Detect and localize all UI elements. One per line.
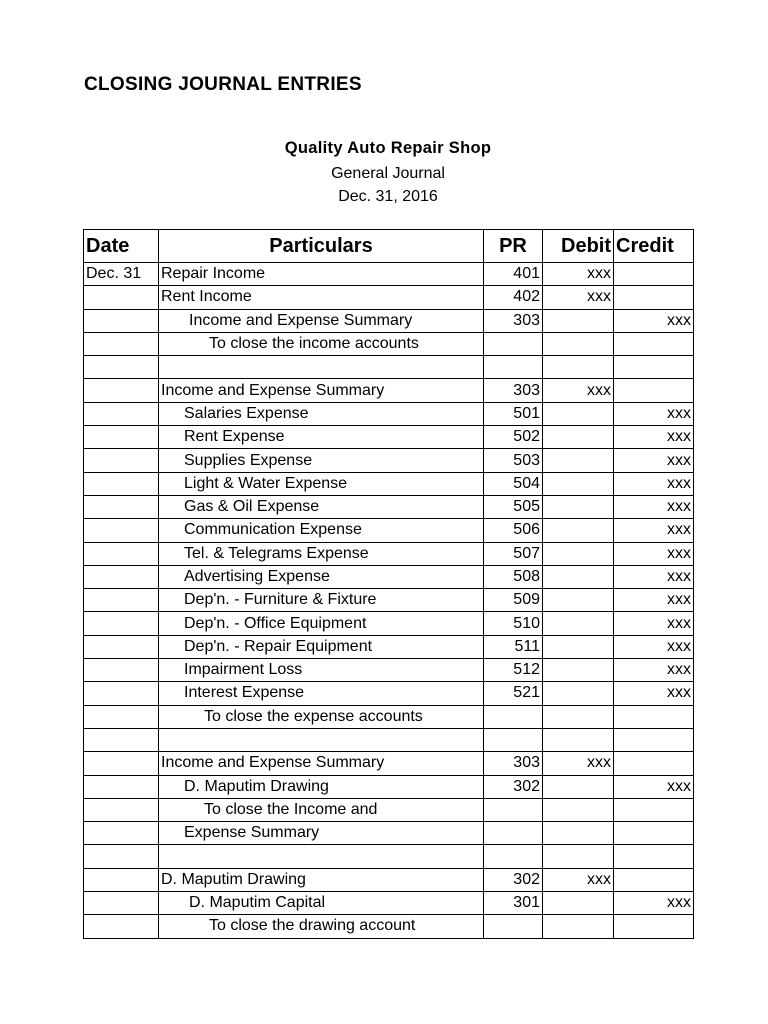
cell-particulars: Rent Expense (159, 426, 484, 449)
table-row (84, 379, 694, 402)
cell-pr (484, 915, 543, 938)
journal-table (83, 229, 694, 939)
cell-credit: xxx (614, 472, 694, 495)
cell-credit: xxx (614, 309, 694, 332)
table-row (84, 286, 694, 309)
column-header-pr: PR (484, 230, 543, 263)
table-row (84, 332, 694, 355)
cell-credit (614, 915, 694, 938)
cell-credit: xxx (614, 449, 694, 472)
cell-debit: xxx (543, 379, 614, 402)
cell-pr: 509 (484, 589, 543, 612)
cell-pr: 501 (484, 402, 543, 425)
cell-particulars (159, 356, 484, 379)
cell-particulars: Light & Water Expense (159, 472, 484, 495)
table-row (84, 845, 694, 868)
cell-particulars: Salaries Expense (159, 402, 484, 425)
cell-debit (543, 519, 614, 542)
cell-pr: 510 (484, 612, 543, 635)
cell-debit (543, 426, 614, 449)
cell-particulars: To close the drawing account (159, 915, 484, 938)
cell-pr: 302 (484, 775, 543, 798)
cell-date (84, 868, 159, 891)
cell-date (84, 659, 159, 682)
table-row (84, 659, 694, 682)
cell-date (84, 915, 159, 938)
cell-particulars: Dep'n. - Office Equipment (159, 612, 484, 635)
table-row (84, 472, 694, 495)
cell-date (84, 472, 159, 495)
cell-date (84, 589, 159, 612)
cell-date (84, 728, 159, 751)
cell-debit: xxx (543, 263, 614, 286)
cell-date: Dec. 31 (84, 263, 159, 286)
cell-pr: 512 (484, 659, 543, 682)
cell-debit (543, 472, 614, 495)
cell-date (84, 449, 159, 472)
cell-credit: xxx (614, 892, 694, 915)
cell-credit: xxx (614, 659, 694, 682)
cell-debit (543, 449, 614, 472)
cell-debit: xxx (543, 286, 614, 309)
cell-debit (543, 915, 614, 938)
cell-particulars: Income and Expense Summary (159, 379, 484, 402)
journal-date: Dec. 31, 2016 (338, 188, 438, 205)
cell-date (84, 845, 159, 868)
cell-pr: 504 (484, 472, 543, 495)
cell-pr: 508 (484, 565, 543, 588)
cell-date (84, 892, 159, 915)
cell-debit (543, 775, 614, 798)
cell-particulars: Advertising Expense (159, 565, 484, 588)
table-row (84, 798, 694, 821)
cell-credit: xxx (614, 775, 694, 798)
cell-particulars: Rent Income (159, 286, 484, 309)
journal-name: General Journal (331, 165, 445, 182)
column-header-debit: Debit (543, 230, 614, 263)
cell-credit (614, 332, 694, 355)
company-name: Quality Auto Repair Shop (284, 139, 492, 157)
cell-date (84, 752, 159, 775)
cell-particulars: D. Maputim Drawing (159, 868, 484, 891)
table-row (84, 728, 694, 751)
cell-date (84, 542, 159, 565)
cell-particulars (159, 845, 484, 868)
cell-particulars: Impairment Loss (159, 659, 484, 682)
cell-debit (543, 682, 614, 705)
cell-debit (543, 402, 614, 425)
table-row (84, 356, 694, 379)
cell-credit: xxx (614, 426, 694, 449)
cell-particulars: Supplies Expense (159, 449, 484, 472)
cell-credit: xxx (614, 402, 694, 425)
cell-particulars: Income and Expense Summary (159, 752, 484, 775)
table-row (84, 449, 694, 472)
cell-credit: xxx (614, 589, 694, 612)
cell-pr: 303 (484, 752, 543, 775)
cell-credit (614, 798, 694, 821)
table-row (84, 635, 694, 658)
table-row (84, 495, 694, 518)
cell-pr: 402 (484, 286, 543, 309)
cell-credit (614, 868, 694, 891)
table-row (84, 915, 694, 938)
cell-debit (543, 332, 614, 355)
cell-particulars: To close the income accounts (159, 332, 484, 355)
cell-date (84, 379, 159, 402)
cell-date (84, 519, 159, 542)
cell-pr (484, 845, 543, 868)
table-row (84, 705, 694, 728)
cell-particulars: Expense Summary (159, 822, 484, 845)
cell-credit (614, 263, 694, 286)
cell-debit: xxx (543, 868, 614, 891)
cell-debit (543, 845, 614, 868)
cell-particulars (159, 728, 484, 751)
cell-debit (543, 356, 614, 379)
cell-pr: 503 (484, 449, 543, 472)
table-row (84, 868, 694, 891)
cell-pr: 301 (484, 892, 543, 915)
cell-date (84, 402, 159, 425)
table-row (84, 426, 694, 449)
cell-credit: xxx (614, 495, 694, 518)
cell-credit: xxx (614, 542, 694, 565)
cell-pr (484, 705, 543, 728)
cell-particulars: Repair Income (159, 263, 484, 286)
table-row (84, 775, 694, 798)
cell-pr: 511 (484, 635, 543, 658)
table-row (84, 565, 694, 588)
cell-date (84, 775, 159, 798)
cell-date (84, 426, 159, 449)
column-header-credit: Credit (614, 230, 694, 263)
cell-debit (543, 495, 614, 518)
page-title: CLOSING JOURNAL ENTRIES (84, 74, 362, 95)
cell-date (84, 356, 159, 379)
table-row (84, 892, 694, 915)
cell-date (84, 682, 159, 705)
cell-pr: 521 (484, 682, 543, 705)
cell-particulars: Dep'n. - Repair Equipment (159, 635, 484, 658)
cell-pr: 303 (484, 379, 543, 402)
cell-debit (543, 589, 614, 612)
cell-credit (614, 356, 694, 379)
cell-particulars: Dep'n. - Furniture & Fixture (159, 589, 484, 612)
cell-pr (484, 728, 543, 751)
cell-date (84, 822, 159, 845)
column-header-date: Date (84, 230, 159, 263)
cell-debit (543, 635, 614, 658)
cell-debit (543, 309, 614, 332)
cell-credit: xxx (614, 682, 694, 705)
cell-credit: xxx (614, 519, 694, 542)
cell-date (84, 798, 159, 821)
cell-credit (614, 728, 694, 751)
table-row (84, 612, 694, 635)
cell-pr: 506 (484, 519, 543, 542)
cell-pr: 505 (484, 495, 543, 518)
cell-debit: xxx (543, 752, 614, 775)
cell-date (84, 635, 159, 658)
cell-debit (543, 612, 614, 635)
cell-credit: xxx (614, 612, 694, 635)
cell-pr (484, 798, 543, 821)
cell-credit (614, 286, 694, 309)
cell-particulars: Interest Expense (159, 682, 484, 705)
cell-date (84, 565, 159, 588)
cell-pr: 401 (484, 263, 543, 286)
cell-date (84, 705, 159, 728)
cell-credit (614, 822, 694, 845)
cell-date (84, 612, 159, 635)
cell-date (84, 495, 159, 518)
cell-particulars: To close the expense accounts (159, 705, 484, 728)
cell-debit (543, 798, 614, 821)
cell-particulars: Communication Expense (159, 519, 484, 542)
cell-particulars: Tel. & Telegrams Expense (159, 542, 484, 565)
table-row (84, 682, 694, 705)
table-row (84, 542, 694, 565)
cell-pr: 302 (484, 868, 543, 891)
cell-date (84, 332, 159, 355)
cell-pr: 502 (484, 426, 543, 449)
cell-particulars: D. Maputim Drawing (159, 775, 484, 798)
cell-debit (543, 542, 614, 565)
cell-particulars: Income and Expense Summary (159, 309, 484, 332)
cell-debit (543, 659, 614, 682)
cell-credit (614, 845, 694, 868)
table-row (84, 519, 694, 542)
table-row (84, 752, 694, 775)
table-row (84, 589, 694, 612)
cell-particulars: Gas & Oil Expense (159, 495, 484, 518)
cell-pr (484, 356, 543, 379)
journal-body (84, 263, 694, 939)
table-row (84, 402, 694, 425)
cell-credit: xxx (614, 635, 694, 658)
cell-date (84, 286, 159, 309)
column-header-particulars: Particulars (159, 230, 484, 263)
cell-credit (614, 705, 694, 728)
table-row (84, 309, 694, 332)
cell-particulars: To close the Income and (159, 798, 484, 821)
cell-pr: 507 (484, 542, 543, 565)
cell-debit (543, 728, 614, 751)
cell-credit: xxx (614, 565, 694, 588)
cell-pr: 303 (484, 309, 543, 332)
cell-pr (484, 332, 543, 355)
cell-debit (543, 822, 614, 845)
cell-debit (543, 565, 614, 588)
table-row (84, 263, 694, 286)
cell-debit (543, 892, 614, 915)
cell-particulars: D. Maputim Capital (159, 892, 484, 915)
cell-pr (484, 822, 543, 845)
table-header-row (84, 230, 694, 263)
table-row (84, 822, 694, 845)
cell-date (84, 309, 159, 332)
cell-credit (614, 379, 694, 402)
cell-credit (614, 752, 694, 775)
cell-debit (543, 705, 614, 728)
